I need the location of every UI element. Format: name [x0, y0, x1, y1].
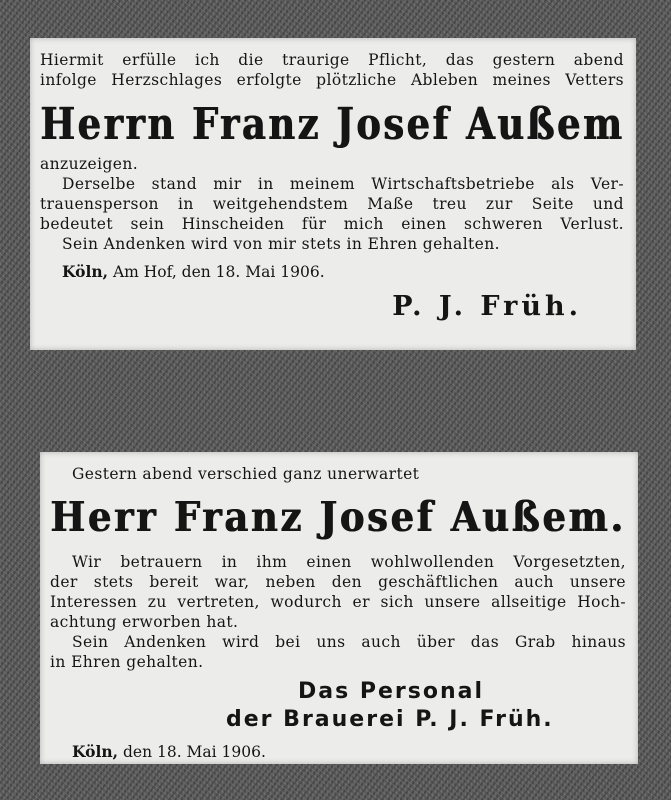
- deceased-name: Herr Franz Josef Außem.: [50, 493, 626, 541]
- obituary-notice-relative: [30, 38, 636, 350]
- body-line: anzuzeigen.: [40, 155, 139, 173]
- body-line: bedeutet sein Hinscheiden für mich einen schweren Verlust.: [40, 215, 624, 233]
- deceased-name: Herrn Franz Josef Außem: [40, 99, 625, 150]
- intro-line: infolge Herzschlages erfolgte plötzliche Ableben meines Vetters: [40, 71, 624, 89]
- place-date-line: [40, 262, 624, 282]
- intro-line: Hiermit erfülle ich die traurige Pflicht, das gestern abend: [40, 51, 624, 69]
- place-date: den 18. Mai 1906.: [122, 743, 266, 761]
- obituary-notice-staff: [40, 452, 638, 764]
- body-line: Sein Andenken wird von mir stets in Ehren gehalten.: [62, 235, 500, 253]
- place-city: Köln,: [62, 262, 109, 281]
- body-line: der stets bereit war, neben den geschäftlichen auch unsere: [50, 573, 626, 591]
- place-city: Köln,: [72, 742, 119, 761]
- signatory-line: der Brauerei P. J. Früh.: [226, 707, 554, 732]
- signature: P. J. Früh.: [392, 291, 582, 322]
- body-line: in Ehren gehalten.: [50, 653, 204, 671]
- place-date-line: [50, 742, 626, 762]
- signatory-line: Das Personal: [298, 679, 485, 704]
- body-line: Wir betrauern in ihm einen wohlwollenden Vorgesetzten,: [72, 553, 626, 571]
- body-line: trauensperson in weitgehendstem Maße treu zur Seite und: [40, 195, 624, 213]
- body-line: achtung erworben hat.: [50, 613, 239, 631]
- body-line: Derselbe stand mir in meinem Wirtschaftsbetriebe als Ver-: [62, 175, 624, 193]
- body-line: Interessen zu vertreten, wodurch er sich unsere allseitige Hoch-: [50, 593, 626, 611]
- intro-line: Gestern abend verschied ganz unerwartet: [72, 465, 420, 483]
- body-line: Sein Andenken wird bei uns auch über das Grab hinaus: [72, 633, 626, 651]
- place-date: Am Hof, den 18. Mai 1906.: [112, 263, 325, 281]
